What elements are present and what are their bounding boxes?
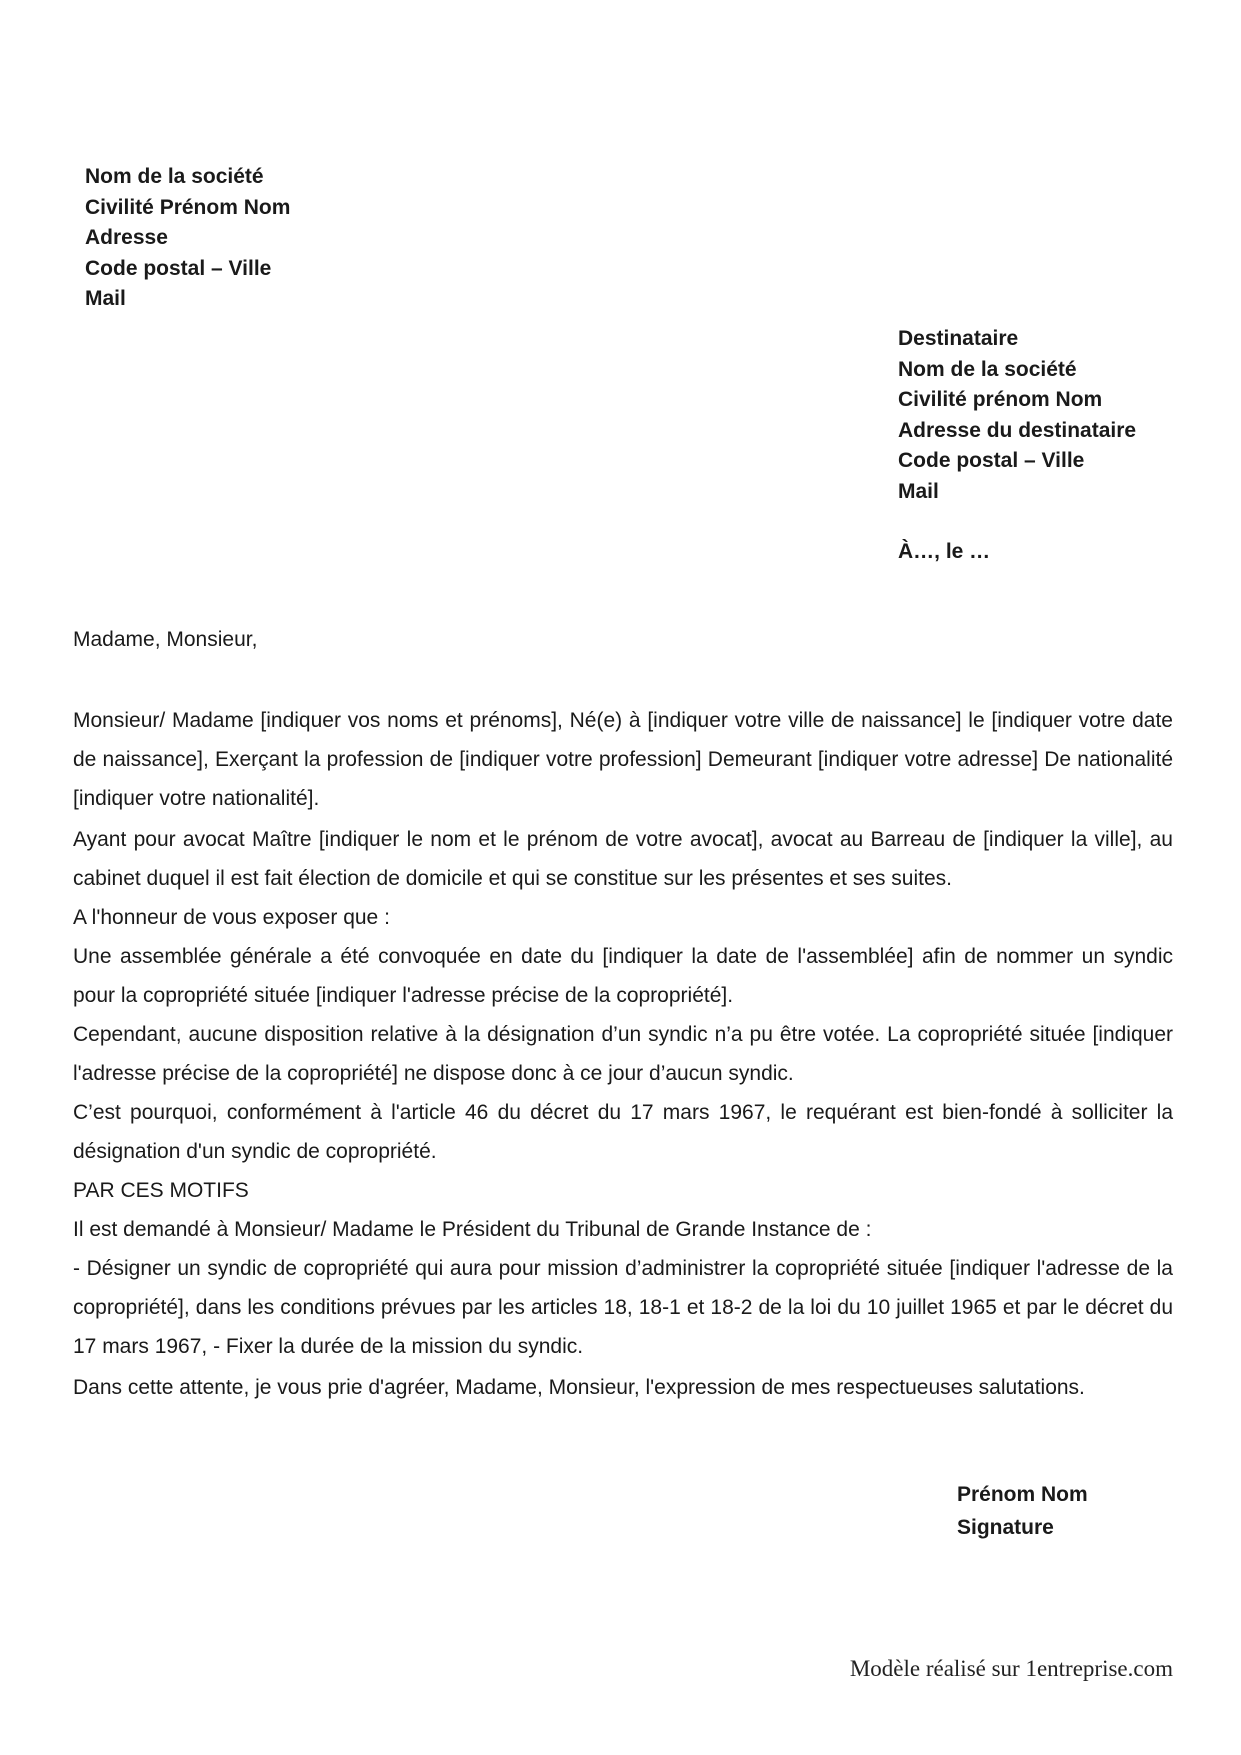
recipient-block (898, 324, 1136, 507)
body-paragraph-designation: - Désigner un syndic de copropriété qui aura pour mission d’administrer la copropriété située [indiquer l'adresse de la copropriété], dans les conditions prévues par les articles 18, 18-1 et 18-2 de la loi du 10 juillet 1965 et par le décret du 17 mars 1967, - Fixer la durée de la mission du syndic. (73, 1257, 1173, 1358)
body-paragraph-closing: Dans cette attente, je vous prie d'agréer, Madame, Monsieur, l'expression de mes respectueuses salutations. (73, 1376, 1085, 1399)
sender-address: Adresse (85, 226, 168, 249)
recipient-name: Civilité prénom Nom (898, 388, 1103, 411)
recipient-company: Nom de la société (898, 357, 1077, 381)
sender-block (85, 162, 290, 315)
body-paragraph-intro: A l'honneur de vous exposer que : (73, 906, 390, 929)
place-date-line: À…, le … (898, 540, 991, 563)
sender-city: Code postal – Ville (85, 256, 272, 280)
footer-credit: Modèle réalisé sur 1entreprise.com (849, 1656, 1173, 1681)
sender-name: Civilité Prénom Nom (85, 195, 291, 219)
body-paragraph-no-syndic: Cependant, aucune disposition relative à la désignation d’un syndic n’a pu être votée. La copropriété située [indiquer l'adresse précise de la copropriété] ne dispose donc à ce jour d’aucun syndic. (73, 1023, 1173, 1085)
sender-mail: Mail (85, 287, 126, 310)
recipient-mail: Mail (898, 479, 939, 503)
sender-company: Nom de la société (85, 165, 264, 188)
body-paragraph-assembly: Une assemblée générale a été convoquée en date du [indiquer la date de l'assemblée] afin de nommer un syndic pour la copropriété située [indiquer l'adresse précise de la copropriété]. (73, 945, 1173, 1007)
body-paragraph-request: Il est demandé à Monsieur/ Madame le Président du Tribunal de Grande Instance de : (73, 1218, 872, 1241)
letter-body (73, 701, 1173, 1407)
body-paragraph-motifs: PAR CES MOTIFS (73, 1179, 249, 1202)
recipient-label: Destinataire (898, 327, 1019, 350)
signature-block (957, 1478, 1088, 1544)
salutation: Madame, Monsieur, (73, 628, 258, 651)
signature-label: Signature (957, 1516, 1054, 1539)
body-paragraph-legal-basis: C’est pourquoi, conformément à l'article 46 du décret du 17 mars 1967, le requérant est bien-fondé à solliciter la désignation d'un syndic de copropriété. (73, 1101, 1173, 1163)
signature-name: Prénom Nom (957, 1483, 1088, 1506)
body-paragraph-lawyer: Ayant pour avocat Maître [indiquer le nom et le prénom de votre avocat], avocat au Barreau de [indiquer la ville], au cabinet duquel il est fait élection de domicile et qui se constitue sur les présentes et ses suites. (73, 828, 1173, 890)
recipient-city: Code postal – Ville (898, 449, 1085, 472)
recipient-address: Adresse du destinataire (898, 418, 1137, 442)
body-paragraph-identity: Monsieur/ Madame [indiquer vos noms et prénoms], Né(e) à [indiquer votre ville de naissance] le [indiquer votre date de naissance], Exerçant la profession de [indiquer votre profession] Demeurant [indiquer votre adresse] De nationalité [indiquer votre nationalité]. (73, 709, 1173, 810)
